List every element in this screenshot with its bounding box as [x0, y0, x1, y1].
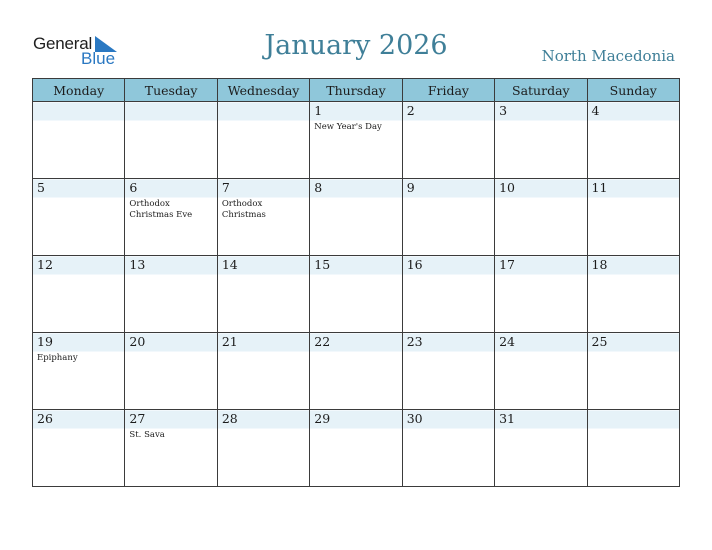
day-cell — [402, 256, 494, 333]
day-cell — [33, 179, 125, 256]
day-number: 3 — [499, 103, 508, 118]
holiday-label: Epiphany — [37, 353, 78, 363]
country-name: North Macedonia — [541, 47, 675, 65]
day-number — [218, 102, 309, 120]
week-row — [33, 410, 680, 487]
day-cell — [33, 410, 125, 487]
day-cell — [125, 410, 217, 487]
day-cell — [495, 333, 587, 410]
weekday-header-row — [33, 79, 680, 102]
calendar-title: January 2026 — [264, 30, 448, 61]
day-cell — [402, 102, 494, 179]
day-cell — [217, 256, 309, 333]
weekday-header: Friday — [402, 79, 494, 102]
day-number — [125, 102, 216, 120]
day-number: 12 — [37, 257, 53, 272]
day-number: 28 — [221, 411, 238, 426]
day-number: 20 — [129, 334, 146, 349]
logo-text-general: General — [33, 34, 93, 53]
day-number: 10 — [499, 180, 516, 195]
calendar-grid — [32, 78, 680, 487]
day-number: 24 — [499, 334, 516, 349]
day-cell — [217, 410, 309, 487]
day-cell — [495, 256, 587, 333]
weekday-header: Saturday — [495, 79, 587, 102]
day-number: 17 — [499, 257, 516, 272]
day-cell — [125, 179, 217, 256]
day-number: 9 — [406, 180, 415, 195]
day-number: 4 — [591, 103, 600, 118]
weekday-header: Thursday — [310, 79, 402, 102]
weekday-header: Wednesday — [217, 79, 309, 102]
day-number: 27 — [129, 411, 146, 426]
day-cell — [402, 179, 494, 256]
holiday-label: St. Sava — [129, 430, 165, 440]
day-cell — [587, 179, 679, 256]
logo-text-blue: Blue — [81, 49, 116, 68]
day-number: 14 — [221, 257, 238, 272]
holiday-label: Orthodox Christmas Eve — [129, 199, 193, 220]
weekday-header: Sunday — [587, 79, 679, 102]
day-cell — [33, 102, 125, 179]
day-number: 8 — [314, 180, 323, 195]
day-number: 18 — [591, 257, 608, 272]
day-number: 21 — [221, 334, 238, 349]
day-cell — [402, 333, 494, 410]
day-cell — [217, 179, 309, 256]
day-cell — [495, 410, 587, 487]
day-number: 23 — [406, 334, 423, 349]
holiday-label: Orthodox Christmas — [221, 199, 266, 220]
day-number: 5 — [37, 180, 45, 195]
day-number: 13 — [129, 257, 146, 272]
day-number: 22 — [314, 334, 331, 349]
day-number — [588, 410, 679, 428]
day-cell — [125, 256, 217, 333]
weekday-header: Tuesday — [125, 79, 217, 102]
day-cell — [33, 256, 125, 333]
day-number: 25 — [591, 334, 608, 349]
holiday-label: New Year's Day — [314, 122, 382, 132]
day-cell — [495, 179, 587, 256]
day-number: 30 — [406, 411, 423, 426]
day-cell — [33, 333, 125, 410]
day-cell — [310, 102, 402, 179]
day-cell — [495, 102, 587, 179]
week-row — [33, 179, 680, 256]
day-number: 16 — [406, 257, 423, 272]
day-number: 26 — [37, 411, 53, 426]
day-cell — [587, 102, 679, 179]
week-row — [33, 333, 680, 410]
day-number: 11 — [591, 180, 608, 195]
day-number — [33, 102, 124, 120]
day-cell — [217, 102, 309, 179]
day-number: 7 — [221, 180, 230, 195]
day-cell — [402, 410, 494, 487]
day-cell — [310, 410, 402, 487]
day-cell — [217, 333, 309, 410]
day-number: 29 — [314, 411, 331, 426]
day-cell — [310, 333, 402, 410]
day-number: 19 — [37, 334, 53, 349]
day-cell — [587, 410, 679, 487]
weekday-header: Monday — [33, 79, 125, 102]
day-cell — [587, 256, 679, 333]
day-number: 2 — [406, 103, 415, 118]
day-number: 31 — [499, 411, 516, 426]
day-number: 1 — [314, 103, 323, 118]
day-cell — [310, 179, 402, 256]
week-row — [33, 256, 680, 333]
day-cell — [125, 333, 217, 410]
day-cell — [587, 333, 679, 410]
day-cell — [310, 256, 402, 333]
day-number: 6 — [129, 180, 138, 195]
week-row — [33, 102, 680, 179]
day-cell — [125, 102, 217, 179]
day-number: 15 — [314, 257, 331, 272]
